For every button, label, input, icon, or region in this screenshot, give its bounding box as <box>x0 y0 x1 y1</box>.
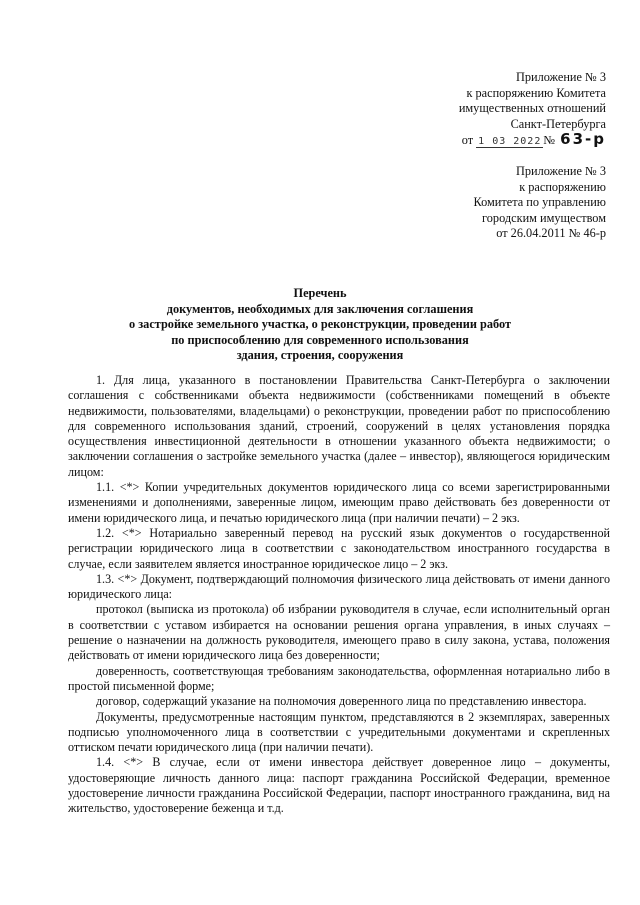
annex-header-previous <box>474 164 606 242</box>
paragraph-copies-note: Документы, предусмотренные настоящим пунктом, представляются в 2 экземплярах, заверенных подписью уполномоченного лица в соответствии с учредительными документами и скрепленных оттиском печати юридического лица (при наличии печати). <box>68 709 610 755</box>
annex-line: от 26.04.2011 № 46-р <box>496 226 606 240</box>
paragraph-item-1-3: 1.3. <*> Документ, подтверждающий полномочия физического лица действовать от имени данного юридического лица: <box>68 571 610 602</box>
title-line: документов, необходимых для заключения соглашения <box>166 301 474 316</box>
title-line: здания, строения, сооружения <box>236 348 404 363</box>
paragraph-item-1-1: 1.1. <*> Копии учредительных документов юридического лица со всеми зарегистрированными изменениями и дополнениями, заверенные лицом, имеющим право действовать без доверенности от имени юридического лица, и печатью юридического лица (при наличии печати) – 2 экз. <box>68 480 610 525</box>
annex-line: к распоряжению Комитета <box>466 85 606 100</box>
paragraph-power-of-attorney: доверенность, соответствующая требованиям законодательства, оформленная нотариально либо в простой письменной форме; <box>68 663 610 693</box>
annex-line: Комитета по управлению <box>473 195 606 209</box>
title-line: Перечень <box>293 286 347 300</box>
date-prefix: от <box>461 133 474 147</box>
annex-line: к распоряжению <box>519 179 606 194</box>
title-line: о застройке земельного участка, о реконструкции, проведении работ <box>129 317 511 332</box>
title-line: по приспособлению для современного использования <box>171 332 469 347</box>
annex-line: городским имуществом <box>482 210 606 225</box>
paragraph-item-1-2: 1.2. <*> Нотариально заверенный перевод на русский язык документов о государственной регистрации юридического лица в соответствии с законодательством иностранного государства в случае, если заявителем является иностранное юридическое лицо – 2 экз. <box>68 525 610 571</box>
paragraph-item-1-4: 1.4. <*> В случае, если от имени инвестора действует доверенное лицо – документы, удостоверяющие личность данного лица: паспорт гражданина Российской Федерации, временное удостоверение личности гражданина Российской Федерации, паспорт иностранного гражданина, вид на жительство, удостоверение беженца и т.д. <box>68 755 610 816</box>
annex-line: Приложение № 3 <box>515 70 606 84</box>
number-sign: № <box>543 133 556 147</box>
document-body <box>68 373 610 817</box>
paragraph-protocol: протокол (выписка из протокола) об избрании руководителя в случае, если исполнительный орган в соответствии с уставом избирается на основании решения органа управления, в иных случаях – решение о назначении на должность руководителя, имеющего право в силу закона, устава, положения действовать от имени юридического лица без доверенности; <box>68 602 610 663</box>
annex-header-current <box>459 70 606 150</box>
document-title <box>60 286 580 364</box>
annex-line: Приложение № 3 <box>515 164 606 178</box>
handwritten-date: 1 03 2022 <box>478 136 542 147</box>
annex-date-line <box>459 132 606 150</box>
handwritten-number: 63-р <box>560 130 606 148</box>
annex-line: имущественных отношений <box>458 101 606 115</box>
paragraph-item-1: 1. Для лица, указанного в постановлении Правительства Санкт-Петербурга о заключении соглашения с собственниками объекта недвижимости (собственниками помещений в объекте недвижимости, пользователями, владельцами) о реконструкции, проведении работ по приспособлению для современного использования зданий, строений, сооружений в целях установления порядка осуществления инвестиционной деятельности в отношении указанного объекта недвижимости; о заключении соглашения о застройке земельного участка (далее – инвестор), являющегося юридическим лицом: <box>68 373 610 479</box>
paragraph-contract: договор, содержащий указание на полномочия доверенного лица по представлению инвестора. <box>96 694 587 709</box>
annex-line: Санкт-Петербурга <box>510 116 606 131</box>
